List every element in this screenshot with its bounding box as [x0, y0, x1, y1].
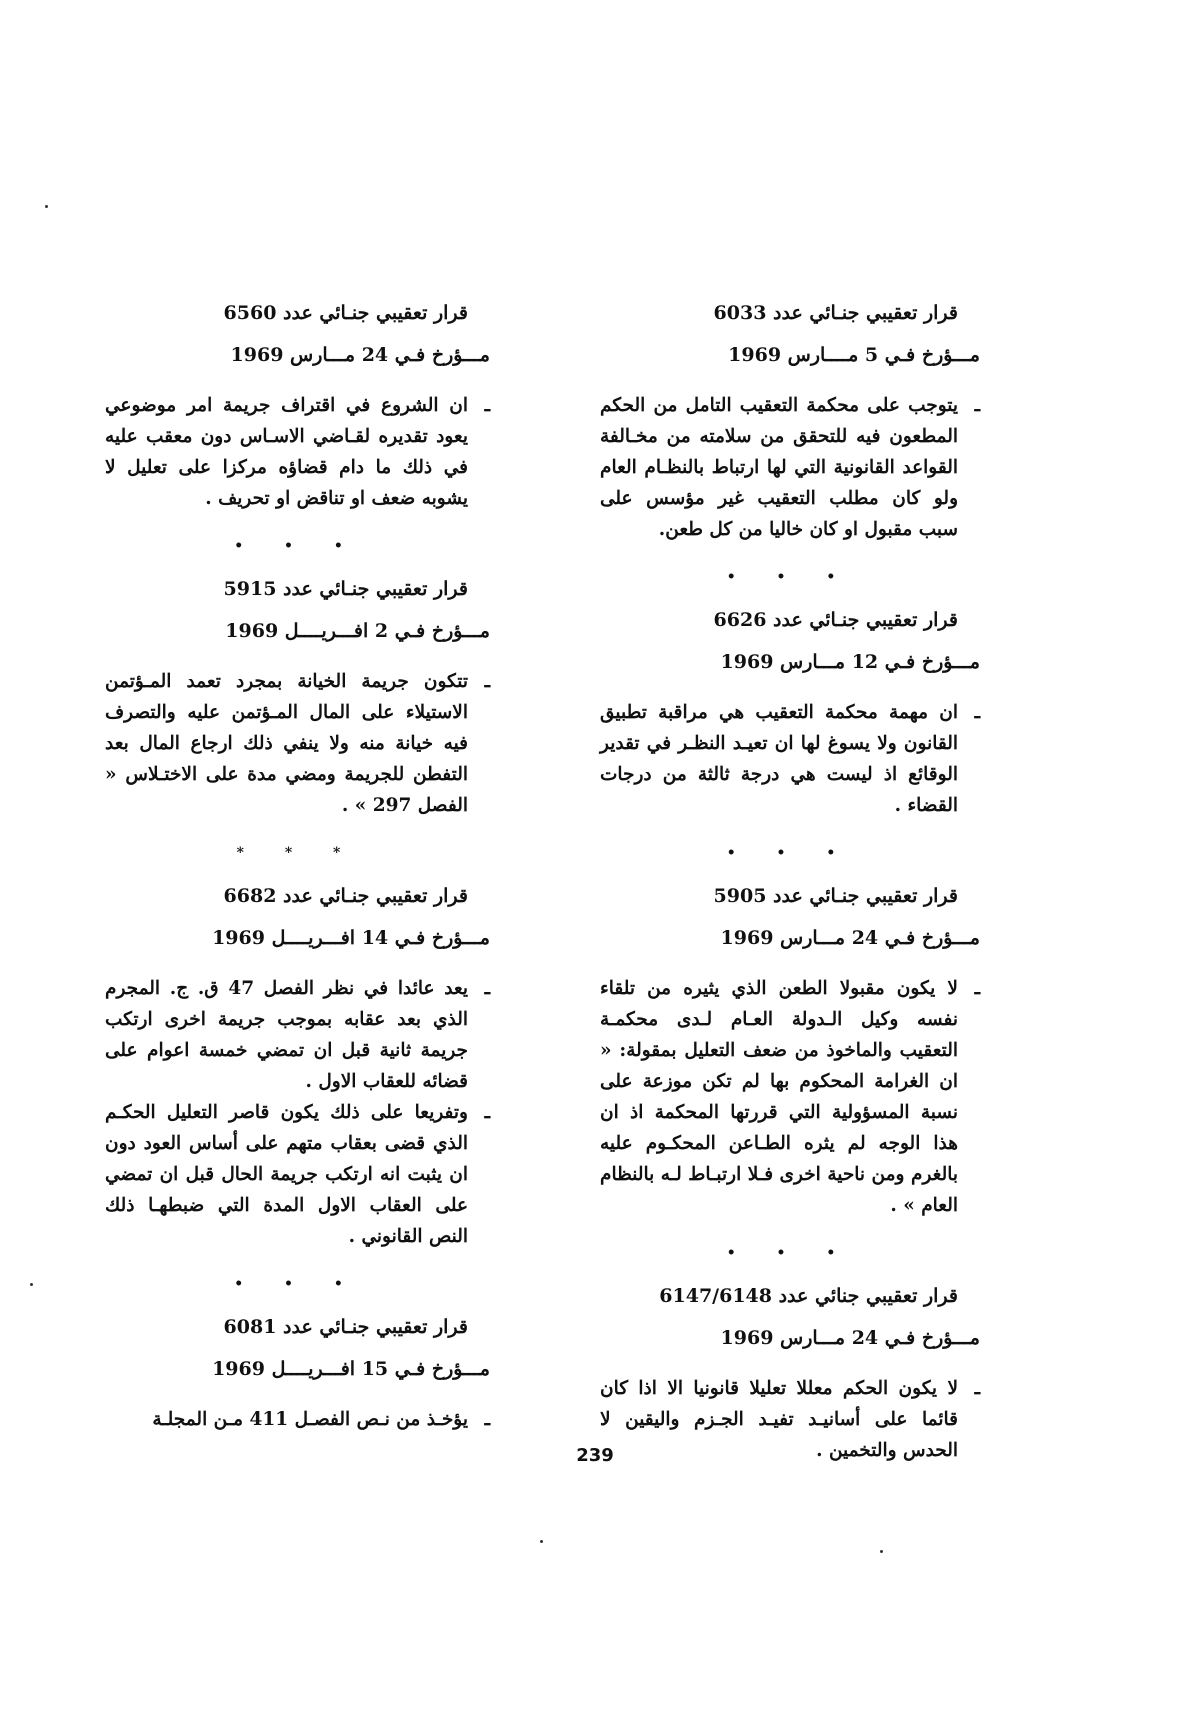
- scan-speck: [30, 1283, 33, 1286]
- scan-speck: [540, 1540, 543, 1543]
- bullet-dash: ـ: [484, 1409, 490, 1430]
- scan-speck: [45, 205, 48, 208]
- decision-date: مـــؤرخ فـي 24 مـــارس 1969: [720, 927, 980, 949]
- decision-summary: ـ لا يكون الحكم معللا تعليلا قانونيا الا اذا كان قائما على أسانيـد تفيـد الجـزم واليقين لا الحدس والتخمين .: [600, 1373, 980, 1466]
- section-separator: • • •: [726, 569, 854, 585]
- page-number: 239: [576, 1445, 614, 1466]
- decision-title: قرار تعقيبي جنـائي عدد 6033: [713, 302, 958, 324]
- decision-summary: ـ لا يكون مقبولا الطعن الذي يثيره من تلقاء نفسه وكيل الـدولة العـام لـدى محكمـة التعقيب والماخوذ من ضعف التعليل بمقولة: « ان الغرامة المحكوم بها لم تكن موزعة على نسبة المسؤولية التي قررتها المحكمة اذ ان هذا الوجه لم يثره الطـاعن المحكـوم عليه بالغرم ومن ناحية اخرى فـلا ارتبـاط لـه بالنظام العام » .: [600, 973, 980, 1221]
- decision-title: قرار تعقيبي جنـائي عدد 5915: [223, 578, 468, 600]
- bullet-dash: ـ: [484, 395, 490, 416]
- right-column: [600, 300, 980, 1466]
- decision-entry: [600, 1283, 980, 1466]
- decision-date: مـــؤرخ فـي 12 مـــارس 1969: [720, 651, 980, 673]
- left-column: [105, 300, 490, 1435]
- decision-title: قرار تعقيبي جنـائي عدد 6560: [223, 302, 468, 324]
- decision-summary: ـ يتوجب على محكمة التعقيب التامل من الحكم المطعون فيه للتحقق من سلامته من مخـالفة القواعد القانونية التي لها ارتباط بالنظـام العام ولو كان مطلب التعقيب غير مؤسس على سبب مقبول او كان خاليا من كل طعن.: [600, 390, 980, 545]
- decision-entry: [105, 300, 490, 556]
- decision-title: قرار تعقيبي جنـائي عدد 5905: [713, 885, 958, 907]
- bullet-dash: ـ: [484, 1102, 490, 1123]
- decision-entry: [600, 300, 980, 587]
- decision-entry: [600, 883, 980, 1263]
- bullet-dash: ـ: [974, 1378, 980, 1399]
- section-separator: • • •: [234, 538, 361, 554]
- section-separator: • • •: [726, 1245, 854, 1261]
- decision-entry: [105, 576, 490, 863]
- section-separator: • • •: [726, 845, 854, 861]
- decision-summary: ـ ان الشروع في اقتراف جريمة امر موضوعي يعود تقديره لقـاضي الاسـاس دون معقب عليه في ذلك ما دام قضاؤه مركزا على تعليل لا يشوبه ضعف او تناقض او تحريف .: [105, 390, 490, 514]
- bullet-dash: ـ: [974, 395, 980, 416]
- decision-entry: [105, 1314, 490, 1435]
- decision-summary: ـ يؤخـذ من نـص الفصـل 411 مـن المجلـة: [105, 1404, 490, 1435]
- decision-date: مـــؤرخ فـي 5 مــــارس 1969: [728, 344, 980, 366]
- decision-title: قرار تعقيبي جنائي عدد 6147/6148: [659, 1285, 958, 1307]
- decision-title: قرار تعقيبي جنـائي عدد 6081: [223, 1316, 468, 1338]
- bullet-dash: ـ: [974, 978, 980, 999]
- decision-date: مـــؤرخ فـي 2 افـــريــــل 1969: [225, 620, 490, 642]
- bullet-dash: ـ: [484, 671, 490, 692]
- decision-entry: [105, 883, 490, 1294]
- decision-title: قرار تعقيبي جنـائي عدد 6626: [713, 609, 958, 631]
- scan-speck: [880, 1550, 883, 1553]
- bullet-dash: ـ: [974, 702, 980, 723]
- decision-date: مـــؤرخ فـي 15 افـــريــــل 1969: [212, 1358, 490, 1380]
- section-separator: * * *: [236, 845, 359, 861]
- decision-date: مـــؤرخ فـي 24 مـــارس 1969: [720, 1327, 980, 1349]
- decision-summary: ـ وتفريعا على ذلك يكون قاصر التعليل الحكـم الذي قضى بعقاب متهم على أساس العود دون ان يثبت انه ارتكب جريمة الحال قبل ان تمضي على العقاب الاول المدة التي ضبطهـا ذلك النص القانوني .: [105, 1097, 490, 1252]
- decision-entry: [600, 607, 980, 863]
- decision-summary: ـ يعد عائدا في نظر الفصل 47 ق. ج. المجرم الذي بعد عقابه بموجب جريمة اخرى ارتكب جريمة ثانية قبل ان تمضي خمسة اعوام على قضائه للعقاب الاول .: [105, 973, 490, 1097]
- decision-title: قرار تعقيبي جنـائي عدد 6682: [223, 885, 468, 907]
- section-separator: • • •: [234, 1276, 361, 1292]
- decision-date: مـــؤرخ فـي 24 مـــارس 1969: [230, 344, 490, 366]
- decision-summary: ـ ان مهمة محكمة التعقيب هي مراقبة تطبيق القانون ولا يسوغ لها ان تعيـد النظـر في تقدير الوقائع اذ ليست هي درجة ثالثة من درجات القضاء .: [600, 697, 980, 821]
- decision-summary: ـ تتكون جريمة الخيانة بمجرد تعمد المـؤتمن الاستيلاء على المال المـؤتمن عليه والتصرف فيه خيانة منه ولا ينفي ذلك ارجاع المال بعد التفطن للجريمة ومضي مدة على الاختـلاس « الفصل 297 » .: [105, 666, 490, 821]
- decision-date: مـــؤرخ فـي 14 افـــريــــل 1969: [212, 927, 490, 949]
- bullet-dash: ـ: [484, 978, 490, 999]
